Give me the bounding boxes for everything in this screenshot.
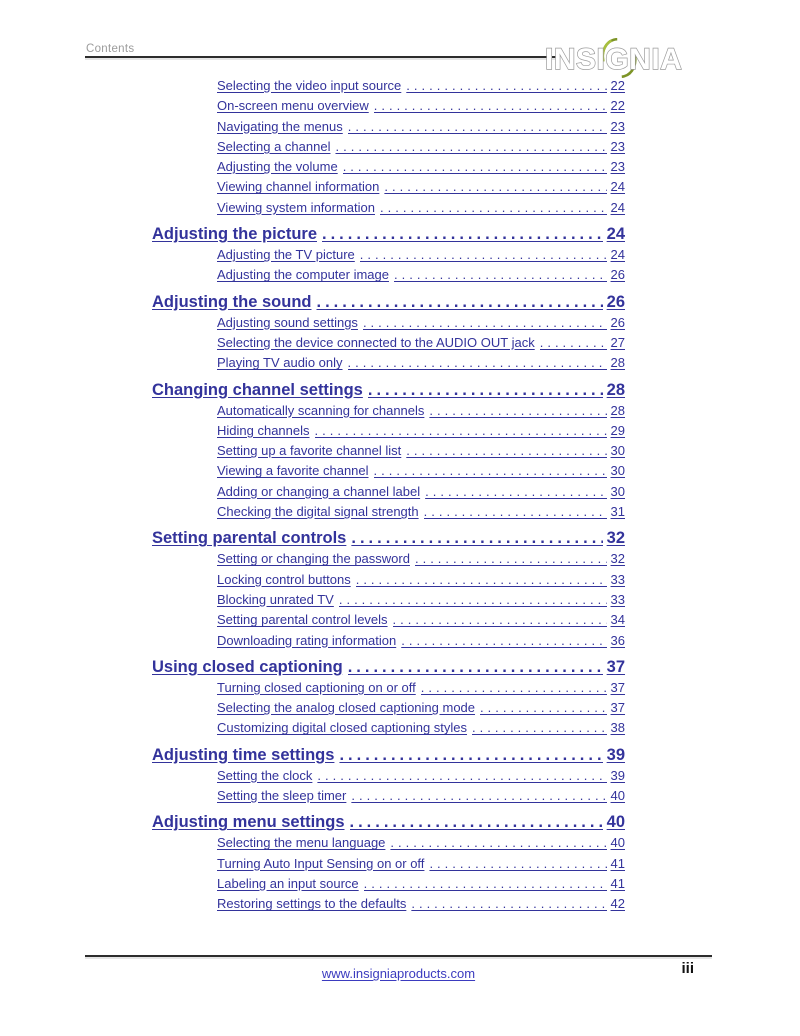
dot-leader — [315, 421, 607, 441]
toc-section-page: 28 — [606, 380, 625, 399]
toc-entry-title: Setting the clock — [217, 767, 313, 783]
toc-section-page: 32 — [606, 529, 625, 548]
toc-entry-page: 38 — [610, 720, 625, 736]
toc-entry-link[interactable] — [152, 590, 625, 610]
dot-leader — [348, 117, 607, 137]
toc-entry-page: 30 — [610, 483, 625, 499]
toc-entry-link[interactable] — [152, 766, 625, 786]
toc-entry-link[interactable] — [152, 76, 625, 96]
toc-entry-title: Labeling an input source — [217, 875, 359, 891]
toc-entry-page: 28 — [610, 355, 625, 371]
toc-entry-link[interactable] — [152, 353, 625, 373]
toc-section-page: 40 — [606, 813, 625, 832]
toc-section-link[interactable] — [152, 811, 625, 833]
toc-entry-link[interactable] — [152, 631, 625, 651]
toc-entry-page: 34 — [610, 612, 625, 628]
toc-entry-link[interactable] — [152, 177, 625, 197]
toc-entry-link[interactable] — [152, 137, 625, 157]
toc-entry-link[interactable] — [152, 549, 625, 569]
toc-entry-link[interactable] — [152, 245, 625, 265]
toc-entry-title: Selecting the menu language — [217, 835, 386, 851]
dot-leader — [406, 76, 606, 96]
toc-entry-title: Locking control buttons — [217, 571, 351, 587]
toc-entry-page: 23 — [610, 159, 625, 175]
toc-entry-title: Adjusting sound settings — [217, 314, 358, 330]
insignia-logo-text: INSIGNIA — [545, 43, 683, 76]
table-of-contents — [152, 76, 625, 915]
toc-section-page: 39 — [606, 745, 625, 764]
dot-leader — [322, 223, 603, 245]
dot-leader — [363, 313, 607, 333]
toc-entry-title: Selecting the analog closed captioning mode — [217, 700, 476, 716]
toc-entry-page: 32 — [610, 551, 625, 567]
toc-section-link[interactable] — [152, 656, 625, 678]
toc-entry-title: Viewing channel information — [217, 179, 380, 195]
dot-leader — [406, 441, 606, 461]
toc-entry-link[interactable] — [152, 718, 625, 738]
toc-section-title: Changing channel settings — [152, 380, 363, 399]
toc-section-link[interactable] — [152, 527, 625, 549]
toc-entry-page: 41 — [610, 855, 625, 871]
toc-entry-title: Viewing system information — [217, 199, 375, 215]
toc-entry-page: 37 — [610, 679, 625, 695]
dot-leader — [374, 461, 607, 481]
toc-entry-title: Adjusting the computer image — [217, 267, 389, 283]
toc-entry-title: Restoring settings to the defaults — [217, 896, 407, 912]
toc-section-page: 24 — [606, 225, 625, 244]
dot-leader — [351, 527, 602, 549]
dot-leader — [364, 874, 607, 894]
dot-leader — [348, 353, 607, 373]
toc-entry-title: Selecting the device connected to the AUDIO OUT jack — [217, 334, 535, 350]
toc-entry-link[interactable] — [152, 874, 625, 894]
toc-entry-page: 41 — [610, 875, 625, 891]
toc-section-title: Using closed captioning — [152, 657, 343, 676]
toc-section-link[interactable] — [152, 223, 625, 245]
toc-entry-page: 26 — [610, 314, 625, 330]
toc-entry-page: 30 — [610, 463, 625, 479]
dot-leader — [374, 96, 607, 116]
toc-entry-link[interactable] — [152, 854, 625, 874]
toc-entry-title: Selecting the video input source — [217, 78, 402, 93]
toc-entry-link[interactable] — [152, 333, 625, 353]
dot-leader — [384, 177, 606, 197]
toc-entry-page: 24 — [610, 199, 625, 215]
toc-entry-link[interactable] — [152, 461, 625, 481]
toc-entry-page: 40 — [610, 835, 625, 851]
dot-leader — [350, 811, 603, 833]
toc-entry-link[interactable] — [152, 265, 625, 285]
toc-entry-link[interactable] — [152, 441, 625, 461]
footer-website-link[interactable]: www.insigniaproducts.com — [321, 966, 476, 981]
toc-entry-link[interactable] — [152, 833, 625, 853]
toc-entry-title: Blocking unrated TV — [217, 591, 334, 607]
dot-leader — [480, 698, 607, 718]
header-section-label: Contents — [86, 43, 135, 55]
toc-entry-link[interactable] — [152, 117, 625, 137]
dot-leader — [380, 198, 607, 218]
toc-entry-page: 30 — [610, 443, 625, 459]
toc-entry-title: Customizing digital closed captioning styles — [217, 720, 468, 736]
page-number: iii — [681, 960, 694, 977]
dot-leader — [348, 656, 603, 678]
toc-entry-page: 26 — [610, 267, 625, 283]
toc-entry-page: 23 — [610, 138, 625, 154]
dot-leader — [343, 157, 607, 177]
toc-section-title: Adjusting the sound — [152, 292, 312, 311]
dot-leader — [540, 333, 607, 353]
toc-entry-page: 24 — [610, 179, 625, 195]
toc-entry-title: Hiding channels — [217, 422, 310, 438]
toc-entry-link[interactable] — [152, 786, 625, 806]
toc-entry-link[interactable] — [152, 96, 625, 116]
toc-entry-link[interactable] — [152, 401, 625, 421]
dot-leader — [356, 570, 607, 590]
toc-entry-title: On-screen menu overview — [217, 98, 369, 114]
footer-rule — [85, 955, 712, 957]
toc-entry-title: Setting the sleep timer — [217, 788, 347, 804]
dot-leader — [425, 482, 606, 502]
dot-leader — [429, 854, 606, 874]
toc-entry-page: 37 — [610, 700, 625, 716]
toc-entry-page: 39 — [610, 767, 625, 783]
toc-entry-title: Automatically scanning for channels — [217, 402, 425, 418]
dot-leader — [429, 401, 606, 421]
toc-entry-link[interactable] — [152, 894, 625, 914]
toc-entry-title: Setting up a favorite channel list — [217, 443, 402, 459]
toc-entry-page: 24 — [610, 247, 625, 263]
toc-entry-title: Navigating the menus — [217, 118, 343, 134]
toc-section-link[interactable] — [152, 291, 625, 313]
dot-leader — [339, 590, 607, 610]
toc-entry-link[interactable] — [152, 482, 625, 502]
dot-leader — [335, 137, 606, 157]
toc-entry-title: Adjusting the volume — [217, 159, 338, 175]
toc-entry-page: 33 — [610, 571, 625, 587]
toc-entry-link[interactable] — [152, 698, 625, 718]
toc-entry-page: 28 — [610, 402, 625, 418]
toc-section-title: Adjusting time settings — [152, 745, 335, 764]
toc-section-title: Adjusting the picture — [152, 225, 317, 244]
toc-entry-title: Turning Auto Input Sensing on or off — [217, 855, 425, 871]
toc-section-title: Setting parental controls — [152, 529, 347, 548]
dot-leader — [424, 502, 607, 522]
toc-entry-page: 22 — [610, 78, 625, 93]
toc-entry-link[interactable] — [152, 678, 625, 698]
dot-leader — [421, 678, 607, 698]
toc-entry-title: Viewing a favorite channel — [217, 463, 369, 479]
toc-entry-title: Selecting a channel — [217, 138, 331, 154]
dot-leader — [415, 549, 607, 569]
toc-entry-title: Adding or changing a channel label — [217, 483, 421, 499]
toc-entry-page: 42 — [610, 896, 625, 912]
toc-entry-link[interactable] — [152, 570, 625, 590]
dot-leader — [393, 610, 607, 630]
dot-leader — [390, 833, 606, 853]
toc-section-page: 37 — [606, 657, 625, 676]
dot-leader — [368, 379, 603, 401]
toc-section-page: 26 — [606, 292, 625, 311]
toc-entry-title: Setting parental control levels — [217, 612, 388, 628]
toc-entry-link[interactable] — [152, 313, 625, 333]
toc-entry-page: 27 — [610, 334, 625, 350]
toc-entry-page: 40 — [610, 788, 625, 804]
toc-entry-link[interactable] — [152, 610, 625, 630]
toc-section-link[interactable] — [152, 379, 625, 401]
dot-leader — [316, 291, 602, 313]
dot-leader — [317, 766, 606, 786]
dot-leader — [411, 894, 606, 914]
toc-entry-page: 29 — [610, 422, 625, 438]
toc-section-link[interactable] — [152, 744, 625, 766]
dot-leader — [401, 631, 606, 651]
toc-entry-page: 33 — [610, 591, 625, 607]
toc-entry-title: Checking the digital signal strength — [217, 504, 419, 520]
toc-entry-page: 22 — [610, 98, 625, 114]
toc-entry-page: 36 — [610, 632, 625, 648]
dot-leader — [351, 786, 606, 806]
toc-entry-link[interactable] — [152, 157, 625, 177]
toc-entry-title: Adjusting the TV picture — [217, 247, 355, 263]
toc-section-title: Adjusting menu settings — [152, 813, 345, 832]
dot-leader — [472, 718, 607, 738]
dot-leader — [394, 265, 607, 285]
dot-leader — [339, 744, 602, 766]
toc-entry-title: Turning closed captioning on or off — [217, 679, 416, 695]
toc-entry-page: 31 — [610, 504, 625, 520]
toc-entry-title: Setting or changing the password — [217, 551, 410, 567]
toc-entry-title: Downloading rating information — [217, 632, 397, 648]
header-rule — [85, 56, 557, 58]
dot-leader — [360, 245, 607, 265]
toc-entry-title: Playing TV audio only — [217, 355, 343, 371]
toc-entry-page: 23 — [610, 118, 625, 134]
toc-entry-link[interactable] — [152, 502, 625, 522]
toc-entry-link[interactable] — [152, 421, 625, 441]
toc-entry-link[interactable] — [152, 198, 625, 218]
